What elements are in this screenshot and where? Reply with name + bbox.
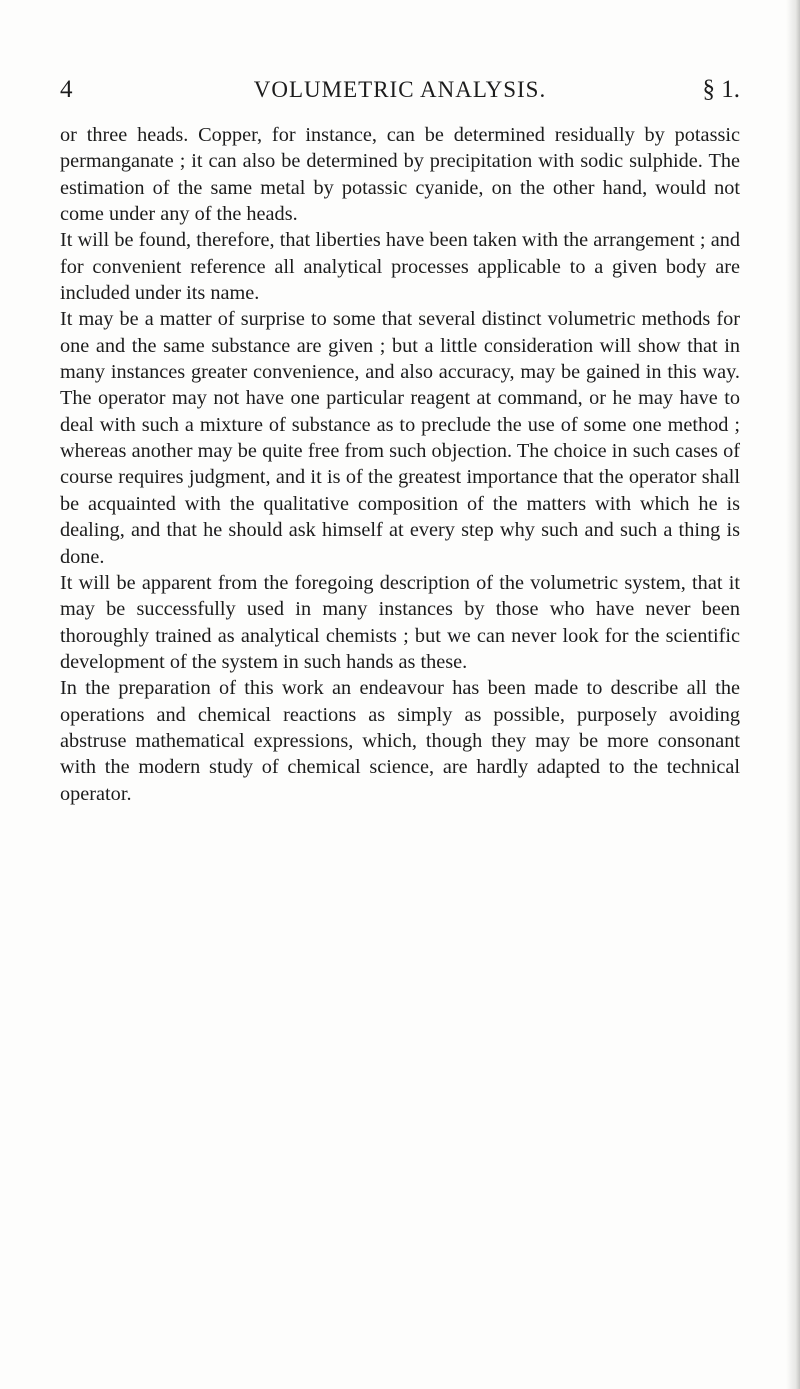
page-edge-shadow <box>786 0 800 1389</box>
page-number: 4 <box>60 76 73 103</box>
paragraph-1: or three heads. Copper, for instance, can be determined residually by potassic permanganate ; it can also be determined by precipitation with sodic sulphide. The estimation of the same metal by potassic cyanide, on the other hand, would not come under any of the heads. <box>60 124 740 226</box>
running-header <box>60 74 740 106</box>
paragraph-5: In the preparation of this work an endeavour has been made to describe all the operations and chemical reactions as simply as possible, purposely avoiding abstruse mathematical expressions, which, though they may be more consonant with the modern study of chemical science, are hardly adapted to the technical operator. <box>60 677 740 805</box>
paragraph-2: It will be found, therefore, that liberties have been taken with the arrangement ; and for convenient reference all analytical processes applicable to a given body are included under its name. <box>60 229 740 305</box>
running-title: VOLUMETRIC ANALYSIS. <box>253 77 547 102</box>
paragraph-3: It may be a matter of surprise to some that several distinct volumetric methods for one and the same substance are given ; but a little consideration will show that in many instances greater convenience, and also accuracy, may be gained in this way. The operator may not have one particular reagent at command, or he may have to deal with such a mixture of substance as to preclude the use of some one method ; whereas another may be quite free from such objection. The choice in such cases of course requires judgment, and it is of the greatest importance that the operator shall be acquainted with the qualitative composition of the matters with which he is dealing, and that he should ask himself at every step why such and such a thing is done. <box>60 308 740 568</box>
paragraph-4: It will be apparent from the foregoing description of the volumetric system, that it may be successfully used in many instances by those who have never been thoroughly trained as analytical chemists ; but we can never look for the scientific development of the system in such hands as these. <box>60 571 740 673</box>
body-text <box>60 122 740 807</box>
section-marker: § 1. <box>702 76 740 103</box>
